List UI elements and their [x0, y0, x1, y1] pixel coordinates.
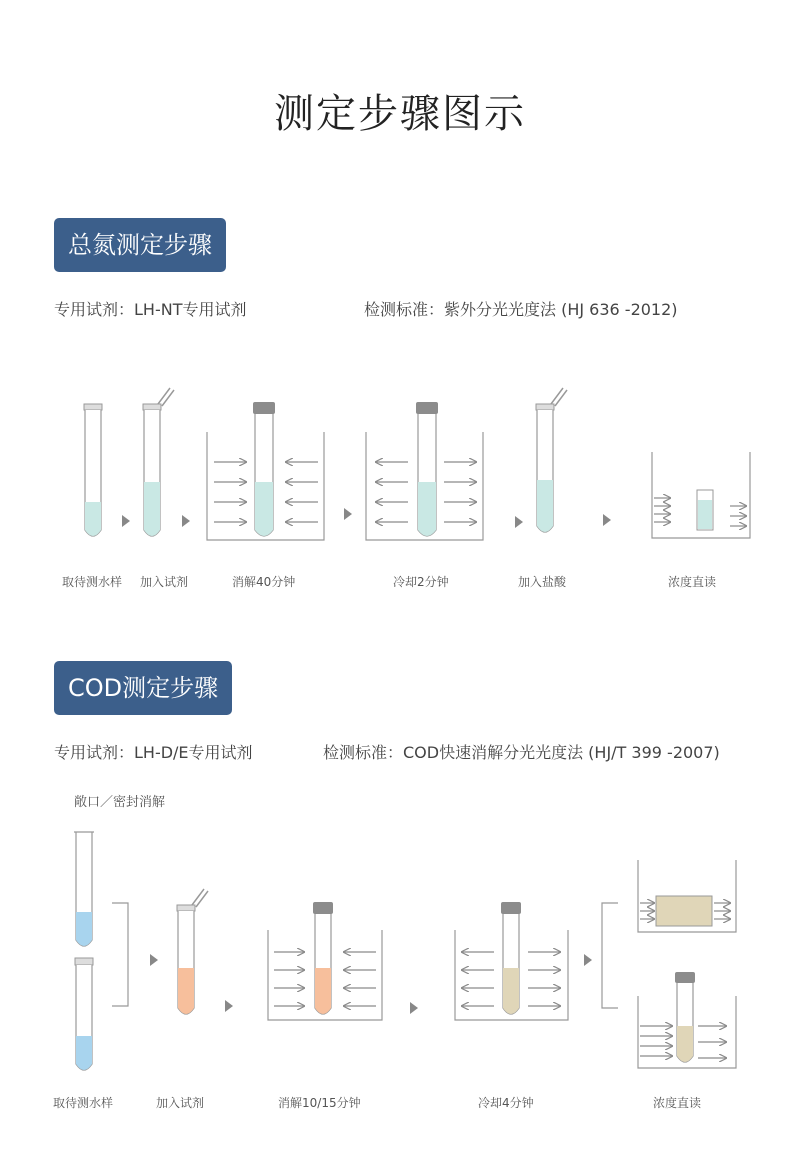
step-arrow	[584, 954, 592, 966]
test-tube-add-reagent	[177, 889, 208, 1014]
page-title: 测定步骤图示	[274, 91, 526, 137]
tube-cap	[313, 902, 333, 914]
step-arrow	[122, 515, 130, 527]
tube-cap	[253, 402, 275, 414]
bracket	[112, 903, 128, 1006]
cooling-bath	[366, 402, 483, 540]
step-label: 消解40分钟	[232, 575, 296, 589]
step-label: 取待测水样	[62, 575, 123, 589]
standard-info-cod: 检测标准：COD快速消解分光光度法 (HJ/T 399 -2007)	[323, 743, 720, 762]
step-arrow	[225, 1000, 233, 1012]
spectrometer-readout	[652, 452, 750, 538]
pipette-icon	[192, 889, 204, 905]
step-label: 消解10/15分钟	[278, 1096, 361, 1110]
tube-cap	[501, 902, 521, 914]
step-arrow	[150, 954, 158, 966]
bracket	[602, 903, 618, 1008]
test-tube-sample	[84, 404, 102, 536]
reagent-info-total-nitrogen: 专用试剂：LH-NT专用试剂	[54, 300, 247, 319]
digestion-bath	[207, 402, 324, 540]
step-arrow	[410, 1002, 418, 1014]
step-label: 浓度直读	[653, 1096, 702, 1110]
section-title-cod: COD测定步骤	[54, 661, 232, 715]
step-arrow	[603, 514, 611, 526]
test-tube-add-reagent	[143, 388, 174, 536]
section-title-total-nitrogen: 总氮测定步骤	[54, 218, 226, 272]
test-tube-sample-open	[74, 832, 94, 946]
step-label: 冷却4分钟	[478, 1096, 534, 1110]
step-arrow	[182, 515, 190, 527]
step-label: 取待测水样	[53, 1096, 114, 1110]
step-arrow	[515, 516, 523, 528]
step-label: 冷却2分钟	[393, 575, 449, 589]
standard-info-total-nitrogen: 检测标准：紫外分光光度法 (HJ 636 -2012)	[364, 300, 678, 319]
pipette-icon	[158, 388, 170, 404]
step-label: 加入试剂	[156, 1096, 205, 1110]
tube-cap	[416, 402, 438, 414]
reagent-info-cod: 专用试剂：LH-D/E专用试剂	[54, 743, 253, 762]
step-arrow	[344, 508, 352, 520]
test-tube-add-acid	[536, 388, 567, 532]
step-label: 加入盐酸	[518, 575, 567, 589]
tube-cap	[675, 972, 695, 983]
step-label: 加入试剂	[140, 575, 189, 589]
cod-steps-diagram	[0, 825, 800, 1085]
spectrometer-readout-cuvette	[638, 860, 736, 932]
step-label: 浓度直读	[668, 575, 717, 589]
test-tube-sample-sealed	[75, 958, 93, 1070]
digestion-bath	[268, 902, 382, 1020]
total-nitrogen-steps-diagram	[0, 385, 800, 585]
pipette-icon	[551, 388, 563, 404]
digestion-mode-note: 敞口／密封消解	[74, 795, 166, 810]
spectrometer-readout-tube	[638, 972, 736, 1068]
cooling-bath	[455, 902, 568, 1020]
